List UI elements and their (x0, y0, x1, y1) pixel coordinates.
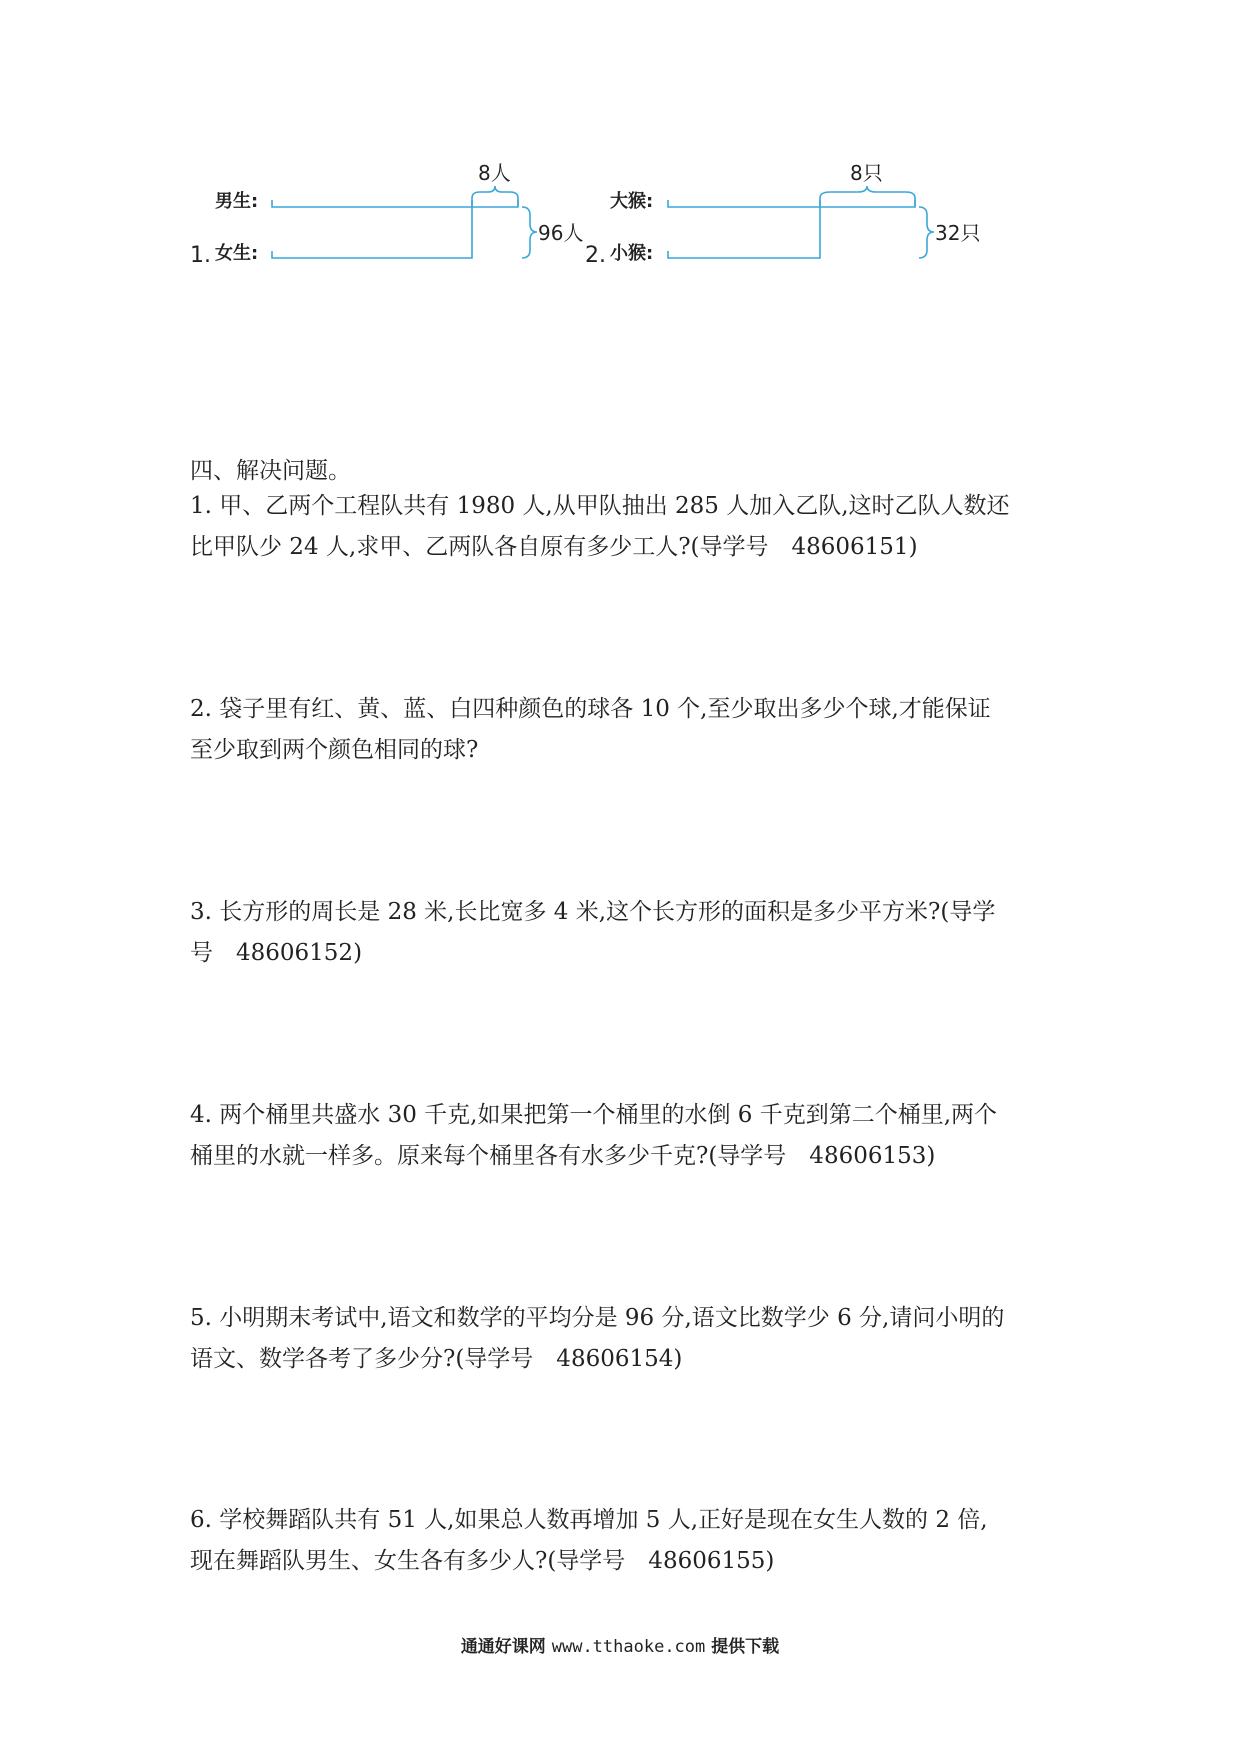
footer-suffix: 提供下载 (711, 1637, 780, 1657)
problem-1 (190, 486, 1060, 568)
diagram-1-bottom-bar (272, 200, 472, 258)
problem-5-line-2: 语文、数学各考了多少分?(导学号 48606154) (190, 1346, 683, 1372)
diagram-2-number: 2. (585, 243, 606, 268)
diagram-1-difference-brace (472, 186, 518, 206)
diagram-1-bottom-label: 女生: (215, 243, 259, 264)
problem-5 (190, 1298, 1060, 1380)
diagram-2-top-label: 大猴: (610, 191, 654, 212)
diagram-1-total-brace (522, 207, 537, 258)
problem-3 (190, 892, 1060, 974)
problem-6 (190, 1500, 1060, 1582)
diagram-2-difference: 8只 (850, 161, 883, 185)
diagram-1-total: 96人 (538, 221, 584, 245)
diagram-2-bottom-bar (668, 200, 820, 258)
diagram-2-bottom-label: 小猴: (610, 243, 654, 264)
section-title: 四、解决问题。 (190, 458, 351, 484)
problem-2-line-2: 至少取到两个颜色相同的球? (190, 737, 479, 763)
diagram-2-top-bar (668, 200, 915, 207)
problem-6-line-2: 现在舞蹈队男生、女生各有多少人?(导学号 48606155) (190, 1548, 775, 1574)
diagram-2 (585, 161, 980, 268)
diagram-2-total: 32只 (935, 221, 981, 245)
problem-1-line-2: 比甲队少 24 人,求甲、乙两队各自原有多少工人?(导学号 48606151) (190, 534, 918, 560)
problem-1-line-1: 1. 甲、乙两个工程队共有 1980 人,从甲队抽出 285 人加入乙队,这时乙队人数还 (190, 493, 1010, 519)
footer-site-name: 通通好课网 (460, 1637, 546, 1657)
footer (0, 1632, 1240, 1657)
diagram-1-number: 1. (190, 243, 211, 268)
footer-url[interactable]: www.tthaoke.com (551, 1637, 706, 1657)
problem-4-line-2: 桶里的水就一样多。原来每个桶里各有水多少千克?(导学号 48606153) (190, 1143, 936, 1169)
diagram-1-top-label: 男生: (215, 191, 259, 212)
problem-2 (190, 689, 1060, 771)
diagram-2-total-brace (919, 207, 934, 258)
problem-4-line-1: 4. 两个桶里共盛水 30 千克,如果把第一个桶里的水倒 6 千克到第二个桶里,两个 (190, 1102, 998, 1128)
problem-2-line-1: 2. 袋子里有红、黄、蓝、白四种颜色的球各 10 个,至少取出多少个球,才能保证 (190, 696, 991, 722)
diagram-1-top-bar (272, 200, 518, 207)
problem-5-line-1: 5. 小明期末考试中,语文和数学的平均分是 96 分,语文比数学少 6 分,请问小明的 (190, 1305, 1005, 1331)
problem-6-line-1: 6. 学校舞蹈队共有 51 人,如果总人数再增加 5 人,正好是现在女生人数的 2 倍, (190, 1507, 988, 1533)
line-segment-diagrams (0, 0, 1240, 300)
diagram-2-difference-brace (820, 186, 915, 206)
diagram-1-difference: 8人 (478, 161, 511, 185)
problem-4 (190, 1095, 1060, 1177)
problem-3-line-1: 3. 长方形的周长是 28 米,长比宽多 4 米,这个长方形的面积是多少平方米?(导学 (190, 899, 996, 925)
diagram-1 (190, 161, 583, 268)
problem-3-line-2: 号 48606152) (190, 940, 363, 966)
